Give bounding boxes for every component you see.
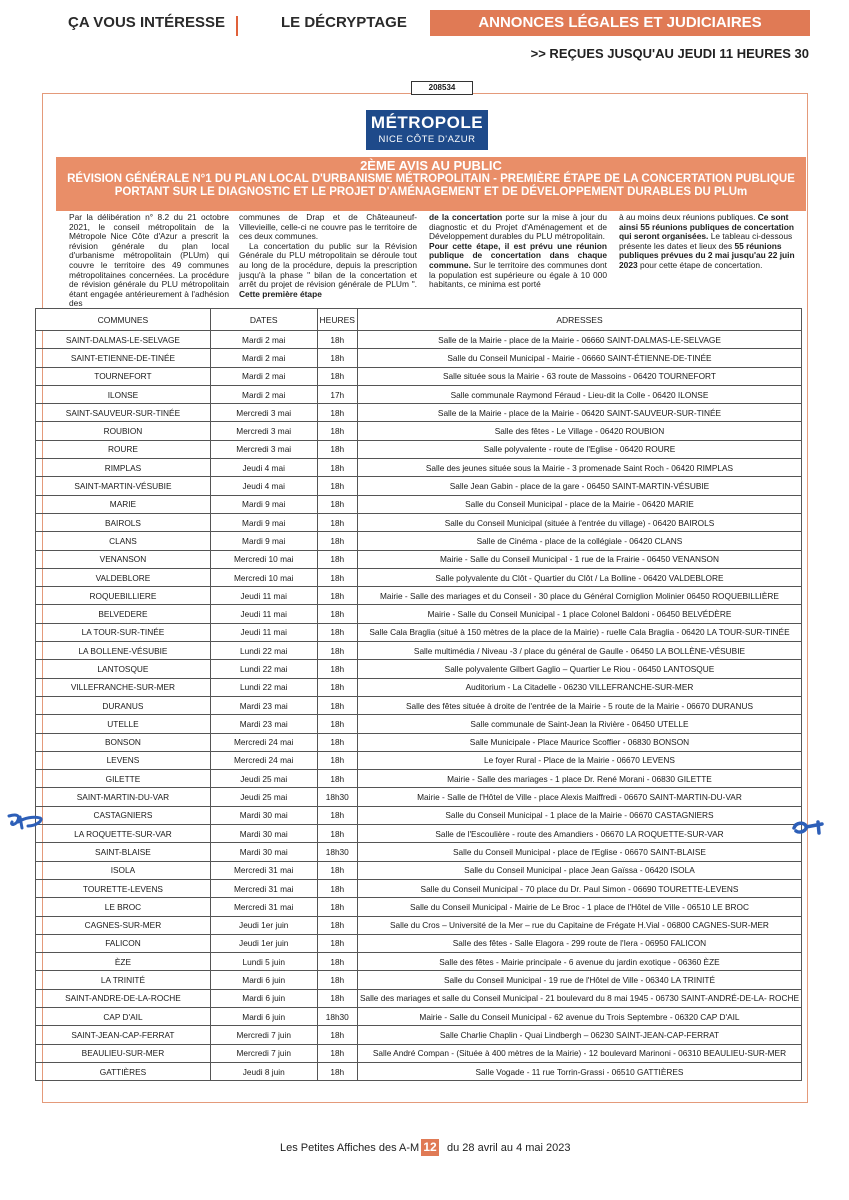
intro-col3-bold2: Pour cette étape, il est prévu une réunion publique de concertation dans chaque commune. — [429, 240, 607, 270]
heure-cell: 18h — [317, 1026, 357, 1044]
table-row — [36, 806, 802, 824]
heure-cell: 18h — [317, 623, 357, 641]
commune-cell: CASTAGNIERS — [36, 806, 211, 824]
table-row — [36, 623, 802, 641]
commune-cell: CAGNES-SUR-MER — [36, 916, 211, 934]
intro-col4-bold1: Ce sont ainsi 55 réunions publiques de concertation qui seront organisées. — [619, 212, 794, 242]
adresse-cell: Salle du Conseil Municipal - Mairie - 06660 SAINT-ÉTIENNE-DE-TINÉE — [357, 349, 801, 367]
table-row — [36, 568, 802, 586]
date-cell: Lundi 22 mai — [210, 660, 317, 678]
notice-title-banner — [56, 157, 806, 211]
logo-line2: NICE CÔTE D'AZUR — [378, 134, 476, 145]
table-row — [36, 788, 802, 806]
table-row — [36, 331, 802, 349]
adresse-cell: Salle Vogade - 11 rue Torrin-Grassi - 06510 GATTIÈRES — [357, 1062, 801, 1080]
table-row — [36, 898, 802, 916]
adresse-cell: Salle du Cros – Université de la Mer – rue du Capitaine de Frégate H.Vial - 06800 CAGNES-SUR-MER — [357, 916, 801, 934]
meetings-table — [35, 308, 802, 1081]
heure-cell: 18h — [317, 587, 357, 605]
table-row — [36, 916, 802, 934]
date-cell: Lundi 22 mai — [210, 642, 317, 660]
date-cell: Mercredi 10 mai — [210, 568, 317, 586]
commune-cell: UTELLE — [36, 715, 211, 733]
section-label-annonces: ANNONCES LÉGALES ET JUDICIAIRES — [430, 10, 810, 36]
adresse-cell: Salle du Conseil Municipal (située à l'entrée du village) - 06420 BAIROLS — [357, 513, 801, 531]
notice-intro — [59, 212, 804, 309]
logo-line1: MÉTROPOLE — [370, 113, 484, 132]
adresse-cell: Salle des fêtes - Salle Elagora - 299 route de l'Iera - 06950 FALICON — [357, 934, 801, 952]
page-footer — [0, 1139, 849, 1159]
commune-cell: CAP D'AIL — [36, 1007, 211, 1025]
heure-cell: 18h — [317, 1044, 357, 1062]
section-label-interesse: ÇA VOUS INTÉRESSE — [68, 14, 225, 31]
header-dates: DATES — [210, 309, 317, 331]
table-row — [36, 422, 802, 440]
commune-cell: SAINT-JEAN-CAP-FERRAT — [36, 1026, 211, 1044]
adresse-cell: Auditorium - La Citadelle - 06230 VILLEFRANCHE-SUR-MER — [357, 678, 801, 696]
table-row — [36, 459, 802, 477]
table-row — [36, 587, 802, 605]
date-cell: Mercredi 24 mai — [210, 751, 317, 769]
adresse-cell: Salle polyvalente du Clôt - Quartier du Clôt / La Bolline - 06420 VALDEBLORE — [357, 568, 801, 586]
commune-cell: BEAULIEU-SUR-MER — [36, 1044, 211, 1062]
heure-cell: 18h — [317, 916, 357, 934]
heure-cell: 18h — [317, 953, 357, 971]
heure-cell: 18h — [317, 971, 357, 989]
heure-cell: 18h — [317, 513, 357, 531]
date-cell: Jeudi 8 juin — [210, 1062, 317, 1080]
adresse-cell: Salle du Conseil Municipal - Mairie de Le Broc - 1 place de l'Hôtel de Ville - 06510 LE BROC — [357, 898, 801, 916]
table-row — [36, 605, 802, 623]
heure-cell: 18h — [317, 440, 357, 458]
adresse-cell: Salle polyvalente - route de l'Eglise - 06420 ROURE — [357, 440, 801, 458]
date-cell: Lundi 22 mai — [210, 678, 317, 696]
adresse-cell: Salle du Conseil Municipal - place Jean Gaïssa - 06420 ISOLA — [357, 861, 801, 879]
heure-cell: 18h — [317, 331, 357, 349]
intro-column-3 — [429, 213, 607, 290]
intro-col4-part3: pour cette étape de concertation. — [639, 259, 763, 270]
date-cell: Mercredi 24 mai — [210, 733, 317, 751]
commune-cell: CLANS — [36, 532, 211, 550]
table-row — [36, 1026, 802, 1044]
intro-col2-part2: La concertation du public sur la Révision Générale du PLU métropolitain se déroule tout au long de la procédure, depuis la prescription jusqu'à la phase " bilan de la concertation et arrêt du projet de révision générale de PLUm ". — [239, 240, 417, 290]
adresse-cell: Salle des jeunes située sous la Mairie - 3 promenade Saint Roch - 06420 RIMPLAS — [357, 459, 801, 477]
adresse-cell: Salle du Conseil Municipal - 1 place de la Mairie - 06670 CASTAGNIERS — [357, 806, 801, 824]
heure-cell: 18h — [317, 733, 357, 751]
date-cell: Mercredi 7 juin — [210, 1026, 317, 1044]
table-row — [36, 843, 802, 861]
table-row — [36, 513, 802, 531]
table-row — [36, 989, 802, 1007]
commune-cell: GILETTE — [36, 770, 211, 788]
date-cell: Mardi 2 mai — [210, 331, 317, 349]
heure-cell: 18h — [317, 422, 357, 440]
intro-col3-part2: Sur le territoire des communes dont la population est supérieure ou égale à 10 000 habitants, ce minima est porté — [429, 259, 607, 290]
table-row — [36, 715, 802, 733]
adresse-cell: Salle de Cinéma - place de la collégiale - 06420 CLANS — [357, 532, 801, 550]
date-cell: Mardi 2 mai — [210, 349, 317, 367]
date-cell: Mardi 2 mai — [210, 385, 317, 403]
intro-col4-part1: à au moins deux réunions publiques. — [619, 212, 756, 222]
notice-subtitle-2: PORTANT SUR LE DIAGNOSTIC ET LE PROJET D'AMÉNAGEMENT ET DE DÉVELOPPEMENT DURABLES DU PLUm — [114, 186, 748, 198]
date-cell: Mardi 9 mai — [210, 495, 317, 513]
commune-cell: RIMPLAS — [36, 459, 211, 477]
adresse-cell: Salle du Conseil Municipal - place de la Mairie - 06420 MARIE — [357, 495, 801, 513]
adresse-cell: Mairie - Salle des mariages - 1 place Dr. René Morani - 06830 GILETTE — [357, 770, 801, 788]
commune-cell: GATTIÈRES — [36, 1062, 211, 1080]
table-row — [36, 642, 802, 660]
commune-cell: BONSON — [36, 733, 211, 751]
adresse-cell: Salle Municipale - Place Maurice Scoffier - 06830 BONSON — [357, 733, 801, 751]
adresse-cell: Salle de l'Escoulière - route des Amandiers - 06670 LA ROQUETTE-SUR-VAR — [357, 825, 801, 843]
commune-cell: SAINT-SAUVEUR-SUR-TINÉE — [36, 404, 211, 422]
commune-cell: LANTOSQUE — [36, 660, 211, 678]
date-cell: Mardi 23 mai — [210, 715, 317, 733]
date-cell: Mercredi 3 mai — [210, 440, 317, 458]
commune-cell: FALICON — [36, 934, 211, 952]
heure-cell: 18h — [317, 404, 357, 422]
table-row — [36, 440, 802, 458]
pen-mark-left-icon — [6, 812, 46, 834]
commune-cell: SAINT-ANDRE-DE-LA-ROCHE — [36, 989, 211, 1007]
adresse-cell: Salle de la Mairie - place de la Mairie - 06660 SAINT-DALMAS-LE-SELVAGE — [357, 331, 801, 349]
commune-cell: SAINT-MARTIN-DU-VAR — [36, 788, 211, 806]
table-row — [36, 532, 802, 550]
section-label-decryptage: LE DÉCRYPTAGE — [281, 14, 407, 31]
adresse-cell: Salle communale Raymond Féraud - Lieu-dit la Colle - 06420 ILONSE — [357, 385, 801, 403]
commune-cell: SAINT-BLAISE — [36, 843, 211, 861]
date-cell: Jeudi 1er juin — [210, 934, 317, 952]
heure-cell: 18h — [317, 934, 357, 952]
date-cell: Jeudi 11 mai — [210, 587, 317, 605]
commune-cell: SAINT-ETIENNE-DE-TINÉE — [36, 349, 211, 367]
date-cell: Mercredi 3 mai — [210, 404, 317, 422]
heure-cell: 18h — [317, 770, 357, 788]
commune-cell: VENANSON — [36, 550, 211, 568]
header-communes: COMMUNES — [36, 309, 211, 331]
heure-cell: 18h — [317, 642, 357, 660]
date-cell: Mardi 23 mai — [210, 696, 317, 714]
adresse-cell: Salle multimédia / Niveau -3 / place du général de Gaulle - 06450 LA BOLLÈNE-VÉSUBIE — [357, 642, 801, 660]
commune-cell: ILONSE — [36, 385, 211, 403]
commune-cell: ROURE — [36, 440, 211, 458]
date-cell: Mercredi 31 mai — [210, 879, 317, 897]
heure-cell: 18h — [317, 1062, 357, 1080]
date-cell: Mercredi 10 mai — [210, 550, 317, 568]
heure-cell: 18h — [317, 532, 357, 550]
intro-column-2 — [239, 213, 417, 299]
commune-cell: LA TRINITÉ — [36, 971, 211, 989]
heure-cell: 18h — [317, 751, 357, 769]
header-heures: HEURES — [317, 309, 357, 331]
date-cell: Jeudi 1er juin — [210, 916, 317, 934]
intro-col3-bold1: de la concertation — [429, 212, 503, 222]
commune-cell: LEVENS — [36, 751, 211, 769]
table-row — [36, 770, 802, 788]
date-cell: Mardi 30 mai — [210, 843, 317, 861]
adresse-cell: Salle du Conseil Municipal - 70 place du Dr. Paul Simon - 06690 TOURETTE-LEVENS — [357, 879, 801, 897]
commune-cell: VILLEFRANCHE-SUR-MER — [36, 678, 211, 696]
adresse-cell: Salle du Conseil Municipal - 19 rue de l'Hôtel de Ville - 06340 LA TRINITÉ — [357, 971, 801, 989]
heure-cell: 18h30 — [317, 1007, 357, 1025]
table-row — [36, 751, 802, 769]
heure-cell: 18h — [317, 879, 357, 897]
table-row — [36, 495, 802, 513]
heure-cell: 18h — [317, 715, 357, 733]
table-row — [36, 934, 802, 952]
date-cell: Jeudi 4 mai — [210, 477, 317, 495]
commune-cell: LA BOLLENE-VÉSUBIE — [36, 642, 211, 660]
table-row — [36, 953, 802, 971]
date-cell: Jeudi 11 mai — [210, 623, 317, 641]
heure-cell: 18h — [317, 605, 357, 623]
date-cell: Jeudi 4 mai — [210, 459, 317, 477]
intro-col4-part2: Le tableau ci-dessous présente les dates et lieux des — [619, 231, 793, 251]
adresse-cell: Salle des fêtes - Mairie principale - 6 avenue du jardin exotique - 06360 ÈZE — [357, 953, 801, 971]
commune-cell: ROUBION — [36, 422, 211, 440]
table-row — [36, 404, 802, 422]
date-cell: Jeudi 11 mai — [210, 605, 317, 623]
heure-cell: 18h — [317, 678, 357, 696]
adresse-cell: Salle polyvalente Gilbert Gaglio – Quartier Le Riou - 06450 LANTOSQUE — [357, 660, 801, 678]
heure-cell: 18h — [317, 495, 357, 513]
table-row — [36, 1062, 802, 1080]
section-divider — [236, 16, 238, 36]
date-cell: Mardi 6 juin — [210, 989, 317, 1007]
notice-reference: 208534 — [411, 81, 473, 95]
heure-cell: 18h — [317, 568, 357, 586]
heure-cell: 18h — [317, 367, 357, 385]
table-row — [36, 367, 802, 385]
date-cell: Mercredi 7 juin — [210, 1044, 317, 1062]
commune-cell: ÈZE — [36, 953, 211, 971]
table-row — [36, 861, 802, 879]
intro-col4-bold2: 55 réunions publiques prévues du 2 mai jusqu'au 22 juin 2023 — [619, 240, 795, 270]
date-cell: Mercredi 31 mai — [210, 898, 317, 916]
commune-cell: LE BROC — [36, 898, 211, 916]
date-cell: Mercredi 3 mai — [210, 422, 317, 440]
table-row — [36, 660, 802, 678]
heure-cell: 18h — [317, 861, 357, 879]
notice-title: 2ÈME AVIS AU PUBLIC — [360, 158, 502, 173]
adresse-cell: Salle des mariages et salle du Conseil Municipal - 21 boulevard du 8 mai 1945 - 06730 SAINT-ANDRÉ-DE-LA- ROCHE — [357, 989, 801, 1007]
date-cell: Mardi 6 juin — [210, 971, 317, 989]
intro-column-4 — [619, 213, 804, 271]
commune-cell: VALDEBLORE — [36, 568, 211, 586]
adresse-cell: Mairie - Salle du Conseil Municipal - 1 place Colonel Baldoni - 06450 BELVÉDÈRE — [357, 605, 801, 623]
metropole-logo — [366, 110, 488, 150]
footer-publication: Les Petites Affiches des A-M — [280, 1142, 420, 1154]
subtitle-recues: >> REÇUES JUSQU'AU JEUDI 11 HEURES 30 — [530, 46, 809, 61]
date-cell: Mardi 9 mai — [210, 532, 317, 550]
table-body — [36, 331, 802, 1081]
header-adresses: ADRESSES — [357, 309, 801, 331]
heure-cell: 18h — [317, 550, 357, 568]
adresse-cell: Salle du Conseil Municipal - place de l'Eglise - 06670 SAINT-BLAISE — [357, 843, 801, 861]
commune-cell: TOURETTE-LEVENS — [36, 879, 211, 897]
commune-cell: MARIE — [36, 495, 211, 513]
date-cell: Jeudi 25 mai — [210, 788, 317, 806]
table-row — [36, 678, 802, 696]
intro-col2-part1: communes de Drap et de Châteauneuf-Villevieille, celle-ci ne couvre pas le territoire de ces deux communes. — [239, 212, 417, 242]
adresse-cell: Salle des fêtes située à droite de l'entrée de la Mairie - 5 route de la Mairie - 06670 DURANUS — [357, 696, 801, 714]
commune-cell: TOURNEFORT — [36, 367, 211, 385]
table-row — [36, 733, 802, 751]
adresse-cell: Salle André Compan - (Située à 400 mètres de la Mairie) - 12 boulevard Marinoni - 06310 BEAULIEU-SUR-MER — [357, 1044, 801, 1062]
adresse-cell: Salle communale de Saint-Jean la Rivière - 06450 UTELLE — [357, 715, 801, 733]
adresse-cell: Salle Charlie Chaplin - Quai Lindbergh – 06230 SAINT-JEAN-CAP-FERRAT — [357, 1026, 801, 1044]
heure-cell: 18h — [317, 459, 357, 477]
adresse-cell: Salle Jean Gabin - place de la gare - 06450 SAINT-MARTIN-VÉSUBIE — [357, 477, 801, 495]
table-row — [36, 696, 802, 714]
intro-column-1: Par la délibération n° 8.2 du 21 octobre 2021, le conseil métropolitain de la Métropole Nice Côte d'Azur a prescrit la révision générale du plan local d'urbanisme métropolitain (PLUm) qui couvre le territoire des 49 communes métropolitaines concernées. La procédure de révision générale du PLU métropolitain étant engagée antérieurement à l'adhésion des — [69, 212, 229, 309]
heure-cell: 18h — [317, 477, 357, 495]
notice-subtitle-1: RÉVISION GÉNÉRALE N°1 DU PLAN LOCAL D'URBANISME MÉTROPOLITAIN - PREMIÈRE ÉTAPE DE LA CONCERTATION PUBLIQUE — [67, 173, 795, 185]
heure-cell: 18h — [317, 825, 357, 843]
date-cell: Mercredi 31 mai — [210, 861, 317, 879]
commune-cell: LA TOUR-SUR-TINÉE — [36, 623, 211, 641]
heure-cell: 18h — [317, 898, 357, 916]
table-row — [36, 1007, 802, 1025]
heure-cell: 18h — [317, 806, 357, 824]
date-cell: Mardi 9 mai — [210, 513, 317, 531]
date-cell: Mardi 30 mai — [210, 806, 317, 824]
date-cell: Lundi 5 juin — [210, 953, 317, 971]
adresse-cell: Mairie - Salle du Conseil Municipal - 1 rue de la Frairie - 06450 VENANSON — [357, 550, 801, 568]
adresse-cell: Le foyer Rural - Place de la Mairie - 06670 LEVENS — [357, 751, 801, 769]
heure-cell: 18h — [317, 989, 357, 1007]
adresse-cell: Salle de la Mairie - place de la Mairie - 06420 SAINT-SAUVEUR-SUR-TINÉE — [357, 404, 801, 422]
heure-cell: 18h — [317, 696, 357, 714]
date-cell: Mardi 30 mai — [210, 825, 317, 843]
commune-cell: ISOLA — [36, 861, 211, 879]
table-row — [36, 971, 802, 989]
adresse-cell: Salle Cala Braglia (situé à 150 mètres de la place de la Mairie) - ruelle Cala Braglia - 06420 LA TOUR-SUR-TINÉE — [357, 623, 801, 641]
heure-cell: 18h — [317, 660, 357, 678]
table-row — [36, 825, 802, 843]
commune-cell: SAINT-MARTIN-VÉSUBIE — [36, 477, 211, 495]
table-row — [36, 1044, 802, 1062]
heure-cell: 18h30 — [317, 788, 357, 806]
table-row — [36, 477, 802, 495]
commune-cell: DURANUS — [36, 696, 211, 714]
commune-cell: LA ROQUETTE-SUR-VAR — [36, 825, 211, 843]
footer-dates: du 28 avril au 4 mai 2023 — [447, 1142, 571, 1154]
table-row — [36, 879, 802, 897]
commune-cell: ROQUEBILLIERE — [36, 587, 211, 605]
date-cell: Jeudi 25 mai — [210, 770, 317, 788]
adresse-cell: Mairie - Salle des mariages et du Conseil - 30 place du Général Corniglion Molinier 06450 ROQUEBILLIÈRE — [357, 587, 801, 605]
adresse-cell: Salle des fêtes - Le Village - 06420 ROUBION — [357, 422, 801, 440]
commune-cell: BELVEDERE — [36, 605, 211, 623]
table-row — [36, 385, 802, 403]
heure-cell: 18h — [317, 349, 357, 367]
pen-mark-right-icon — [788, 818, 828, 838]
commune-cell: SAINT-DALMAS-LE-SELVAGE — [36, 331, 211, 349]
table-row — [36, 550, 802, 568]
intro-col2-bold: Cette première étape — [239, 288, 322, 299]
date-cell: Mardi 2 mai — [210, 367, 317, 385]
footer-page-number: 12 — [421, 1139, 439, 1156]
commune-cell: BAIROLS — [36, 513, 211, 531]
table-row — [36, 349, 802, 367]
adresse-cell: Mairie - Salle de l'Hôtel de Ville - place Alexis Maiffredi - 06670 SAINT-MARTIN-DU-VAR — [357, 788, 801, 806]
heure-cell: 17h — [317, 385, 357, 403]
table-header-row — [36, 309, 802, 331]
adresse-cell: Salle située sous la Mairie - 63 route de Massoins - 06420 TOURNEFORT — [357, 367, 801, 385]
heure-cell: 18h30 — [317, 843, 357, 861]
intro-col3-part1: porte sur la mise à jour du diagnostic et du Projet d'Aménagement et de Développement durables du PLU métropolitain. — [429, 212, 607, 242]
top-bar — [0, 10, 849, 38]
adresse-cell: Mairie - Salle du Conseil Municipal - 62 avenue du Trois Septembre - 06320 CAP D'AIL — [357, 1007, 801, 1025]
date-cell: Mardi 6 juin — [210, 1007, 317, 1025]
